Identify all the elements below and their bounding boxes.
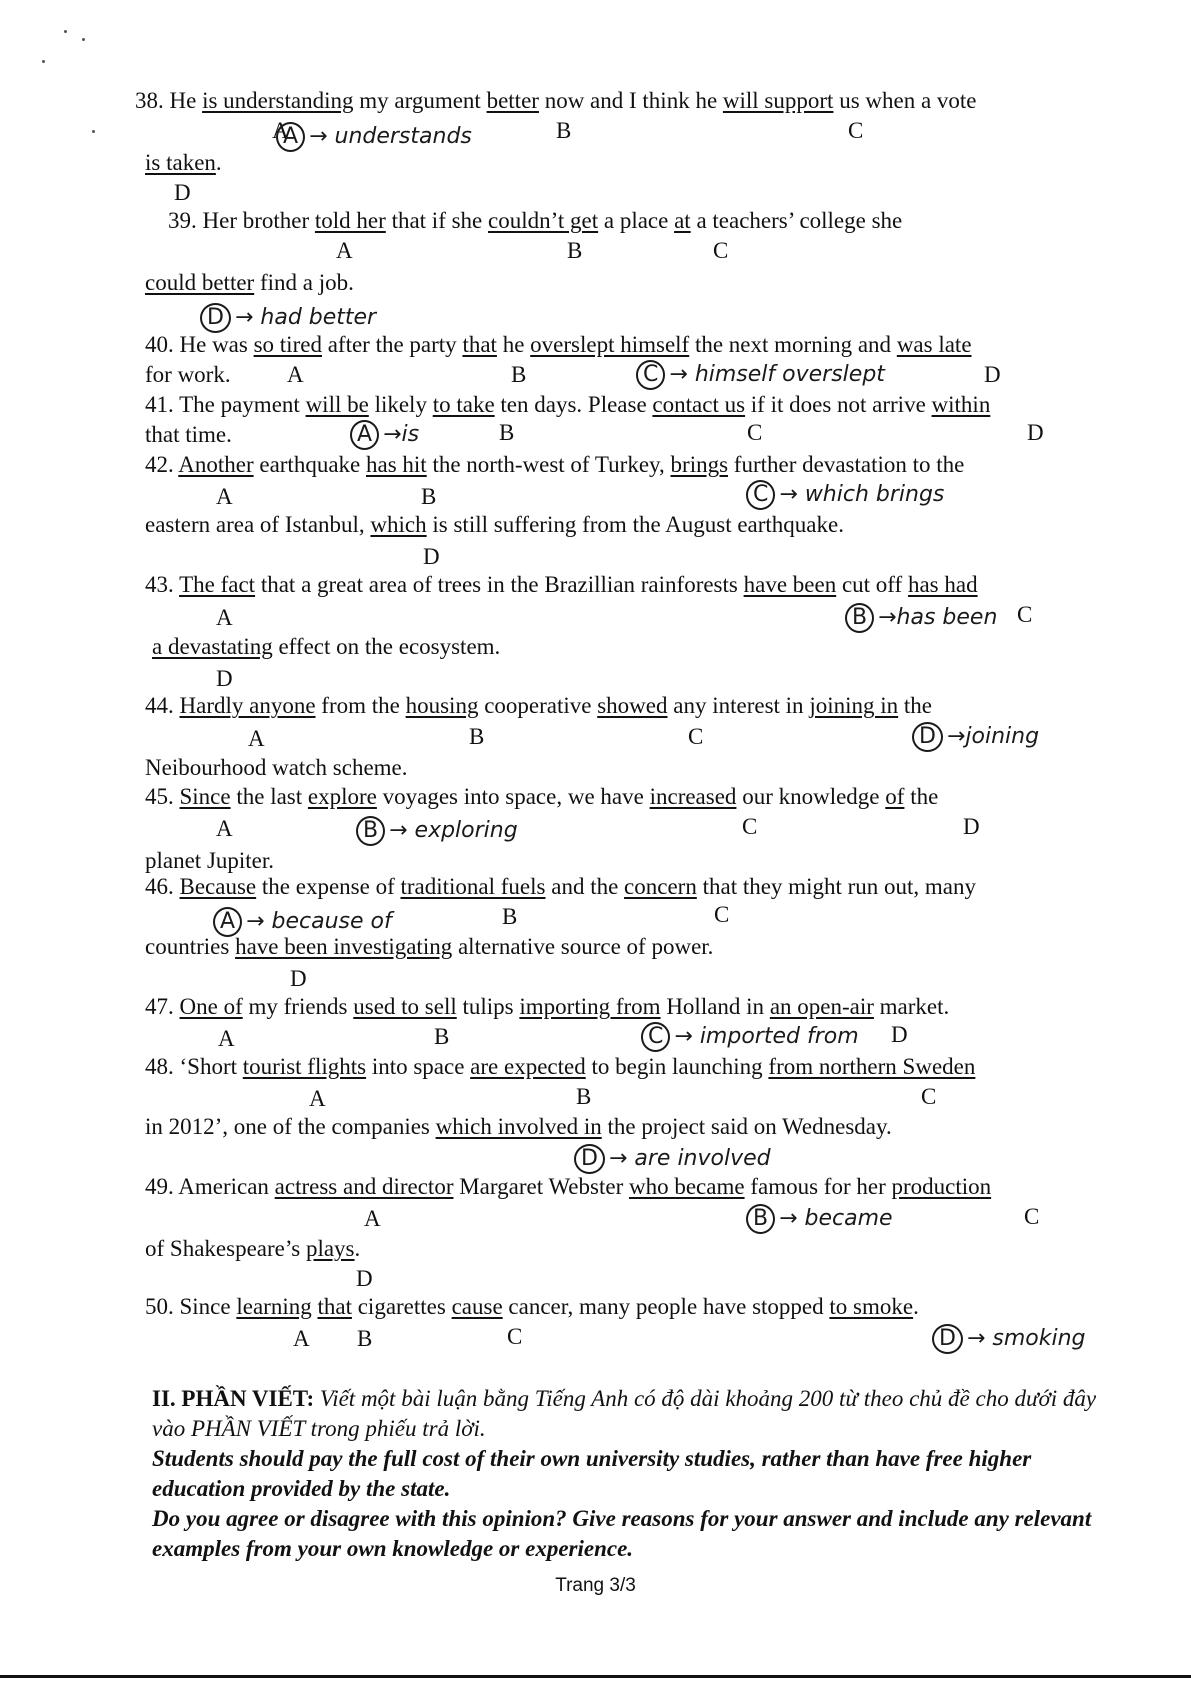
option-label: D <box>963 814 980 839</box>
option-label: B <box>556 118 572 143</box>
option-d: an open-air <box>769 994 874 1019</box>
scan-speck <box>92 130 95 133</box>
option-a: One of <box>179 994 243 1019</box>
question-43-line-2: a devastating effect on the ecosystem. <box>152 634 501 659</box>
option-label: D <box>174 180 191 205</box>
option-c: overslept himself <box>530 332 690 357</box>
option-label: A <box>216 484 233 509</box>
option-label: A <box>336 238 353 263</box>
option-label: C <box>507 1324 523 1349</box>
option-a: is understanding <box>202 88 354 113</box>
option-c: from northern Sweden <box>768 1054 976 1079</box>
scan-speck <box>82 38 85 41</box>
option-b: that <box>317 1294 352 1319</box>
option-a: so tired <box>253 332 322 357</box>
question-42-line-1: 42. Another earthquake has hit the north-west of Turkey, brings further devastation to the <box>145 452 965 477</box>
question-number: 45. <box>145 784 174 809</box>
option-b: couldn’t get <box>488 208 599 233</box>
question-42-line-2: eastern area of Istanbul, which is still suffering from the August earthquake. <box>145 512 844 537</box>
option-label: A <box>272 118 289 143</box>
option-a: actress and director <box>274 1174 454 1199</box>
option-a: Hardly anyone <box>179 693 316 718</box>
option-label: A <box>293 1326 310 1351</box>
option-a: will be <box>305 392 369 417</box>
question-46-line-1: 46. Because the expense of traditional fuels and the concern that they might run out, many <box>145 874 976 899</box>
question-number: 44. <box>145 693 174 718</box>
handwritten-answer-41: A →is <box>350 420 419 450</box>
question-45-line-2: planet Jupiter. <box>145 848 275 873</box>
question-number: 49. <box>145 1174 174 1199</box>
question-40-line-1: 40. He was so tired after the party that he overslept himself the next morning and was late <box>145 332 972 357</box>
handwritten-answer-46: A → because of <box>213 907 392 937</box>
handwritten-answer-49: B → became <box>746 1204 893 1234</box>
option-b: housing <box>405 693 479 718</box>
question-47-line-1: 47. One of my friends used to sell tulips importing from Holland in an open-air market. <box>145 994 950 1019</box>
option-c: importing from <box>519 994 661 1019</box>
option-c: will support <box>722 88 834 113</box>
option-label: D <box>1027 420 1044 445</box>
option-c: production <box>891 1174 992 1199</box>
option-a: learning <box>236 1294 312 1319</box>
handwritten-answer-44: D →joining <box>912 722 1039 752</box>
option-a: Another <box>178 452 254 477</box>
option-label: B <box>576 1084 592 1109</box>
option-label: B <box>357 1326 373 1351</box>
option-b: that <box>462 332 497 357</box>
handwritten-answer-42: C → which brings <box>746 480 944 510</box>
handwritten-answer-47: C → imported from <box>641 1022 859 1052</box>
option-b: have been <box>743 572 837 597</box>
question-50-line-1: 50. Since learning that cigarettes cause cancer, many people have stopped to smoke. <box>145 1294 919 1319</box>
option-d: have been investigating <box>235 934 453 959</box>
page-number: Trang 3/3 <box>555 1575 636 1596</box>
option-label: C <box>921 1084 937 1109</box>
handwritten-answer-40: C → himself overslept <box>636 360 885 390</box>
option-c: showed <box>597 693 668 718</box>
option-c: concern <box>624 874 697 899</box>
option-c: increased <box>649 784 737 809</box>
option-b: to take <box>432 392 495 417</box>
option-label: B <box>511 362 527 387</box>
option-label: A <box>309 1086 326 1111</box>
option-d: a devastating <box>152 634 273 659</box>
option-label: A <box>248 726 265 751</box>
option-label: A <box>216 816 233 841</box>
writing-section-instruction: II. PHẦN VIẾT: Viết một bài luận bằng Tiếng Anh có độ dài khoảng 200 từ theo chủ đề cho dưới đây vào PHẦN VIẾT trong phiếu trả lời. <box>152 1386 1097 1441</box>
option-a: Because <box>179 874 257 899</box>
option-d: could better <box>145 270 255 295</box>
option-a: tourist flights <box>242 1054 367 1079</box>
essay-question: Do you agree or disagree with this opinion? Give reasons for your answer and include any relevant examples from your own knowledge or experience. <box>152 1506 1092 1561</box>
question-39-line-2: could better find a job. <box>145 270 354 295</box>
question-46-line-2: countries have been investigating alternative source of power. <box>145 934 714 959</box>
option-label: B <box>567 238 583 263</box>
question-40-line-2: for work. <box>145 362 231 387</box>
option-label: A <box>364 1206 381 1231</box>
scan-speck <box>64 30 67 33</box>
question-44-line-1: 44. Hardly anyone from the housing cooperative showed any interest in joining in the <box>145 693 932 718</box>
option-label: D <box>984 362 1001 387</box>
option-d: of <box>885 784 905 809</box>
option-b: who became <box>628 1174 745 1199</box>
section-instruction: Viết một bài luận bằng Tiếng Anh có độ dài khoảng 200 từ theo chủ đề cho dưới đây vào PHẦN VIẾT trong phiếu trả lời. <box>152 1386 1097 1441</box>
option-label: C <box>848 118 864 143</box>
option-label: B <box>499 420 515 445</box>
option-c: brings <box>670 452 729 477</box>
question-49-line-1: 49. American actress and director Margaret Webster who became famous for her production <box>145 1174 992 1199</box>
option-d: plays <box>305 1236 355 1261</box>
question-45-line-1: 45. Since the last explore voyages into space, we have increased our knowledge of the <box>145 784 939 809</box>
option-label: A <box>218 1026 235 1051</box>
option-d: within <box>931 392 991 417</box>
handwritten-answer-48: D → are involved <box>574 1144 771 1174</box>
option-b: are expected <box>470 1054 586 1079</box>
option-label: C <box>742 814 758 839</box>
option-b: traditional fuels <box>400 874 546 899</box>
option-label: D <box>216 666 233 691</box>
question-38-line-2: is taken. <box>145 150 222 175</box>
option-a: The fact <box>179 572 256 597</box>
option-c: has had <box>907 572 978 597</box>
option-label: D <box>423 544 440 569</box>
question-number: 40. <box>145 332 174 357</box>
option-label: A <box>216 605 233 630</box>
question-number: 43. <box>145 572 174 597</box>
option-label: C <box>1017 602 1033 627</box>
option-label: B <box>434 1024 450 1049</box>
option-d: to smoke <box>829 1294 914 1319</box>
question-41-line-1: 41. The payment will be likely to take ten days. Please contact us if it does not arrive within <box>145 392 991 417</box>
question-number: 46. <box>145 874 174 899</box>
option-c: contact us <box>652 392 746 417</box>
section-heading: II. PHẦN VIẾT <box>152 1386 307 1411</box>
question-number: 47. <box>145 994 174 1019</box>
option-c: at <box>674 208 691 233</box>
option-b: explore <box>307 784 377 809</box>
option-label: A <box>287 362 304 387</box>
handwritten-answer-38: A → understands <box>276 122 472 152</box>
option-label: B <box>421 484 437 509</box>
option-label: B <box>502 904 518 929</box>
option-c: cause <box>451 1294 503 1319</box>
question-48-line-2: in 2012’, one of the companies which involved in the project said on Wednesday. <box>145 1114 892 1139</box>
option-d: was late <box>896 332 972 357</box>
option-label: D <box>290 966 307 991</box>
option-label: C <box>688 724 704 749</box>
handwritten-answer-50: D → smoking <box>932 1324 1086 1354</box>
question-41-line-2: that time. <box>145 422 232 447</box>
question-number: 41. <box>145 392 174 417</box>
question-number: 48. <box>145 1054 174 1079</box>
option-d: which involved in <box>435 1114 602 1139</box>
question-number: 39. <box>168 208 197 233</box>
handwritten-answer-39: D → had better <box>200 303 376 333</box>
question-38-line-1: 38. He is understanding my argument better now and I think he will support us when a vote <box>135 88 977 113</box>
handwritten-answer-43: B →has been <box>845 603 997 633</box>
option-d: which <box>370 512 427 537</box>
option-d: is taken <box>145 150 216 175</box>
bottom-scan-edge <box>0 1675 1191 1678</box>
option-a: told her <box>314 208 386 233</box>
option-label: C <box>1024 1204 1040 1229</box>
question-number: 50. <box>145 1294 174 1319</box>
option-a: Since <box>179 784 231 809</box>
option-label: D <box>891 1022 908 1047</box>
option-d: joining in <box>809 693 899 718</box>
question-number: 38. <box>135 88 164 113</box>
scan-speck <box>42 60 45 63</box>
question-48-line-1: 48. ‘Short tourist flights into space are expected to begin launching from northern Sweden <box>145 1054 976 1079</box>
option-label: C <box>714 902 730 927</box>
option-label: C <box>747 420 763 445</box>
option-label: D <box>356 1266 373 1291</box>
option-label: C <box>713 238 729 263</box>
question-44-line-2: Neibourhood watch scheme. <box>145 755 408 780</box>
question-49-line-2: of Shakespeare’s plays. <box>145 1236 361 1261</box>
option-b: used to sell <box>353 994 457 1019</box>
option-label: B <box>469 724 485 749</box>
essay-topic: Students should pay the full cost of their own university studies, rather than have free higher education provided by the state. <box>152 1446 1032 1501</box>
question-39-line-1: 39. Her brother told her that if she couldn’t get a place at a teachers’ college she <box>168 208 903 233</box>
option-b: better <box>486 88 539 113</box>
option-b: has hit <box>366 452 427 477</box>
question-43-line-1: 43. The fact that a great area of trees in the Brazillian rainforests have been cut off has had <box>145 572 978 597</box>
handwritten-answer-45: B → exploring <box>356 816 518 846</box>
question-number: 42. <box>145 452 174 477</box>
